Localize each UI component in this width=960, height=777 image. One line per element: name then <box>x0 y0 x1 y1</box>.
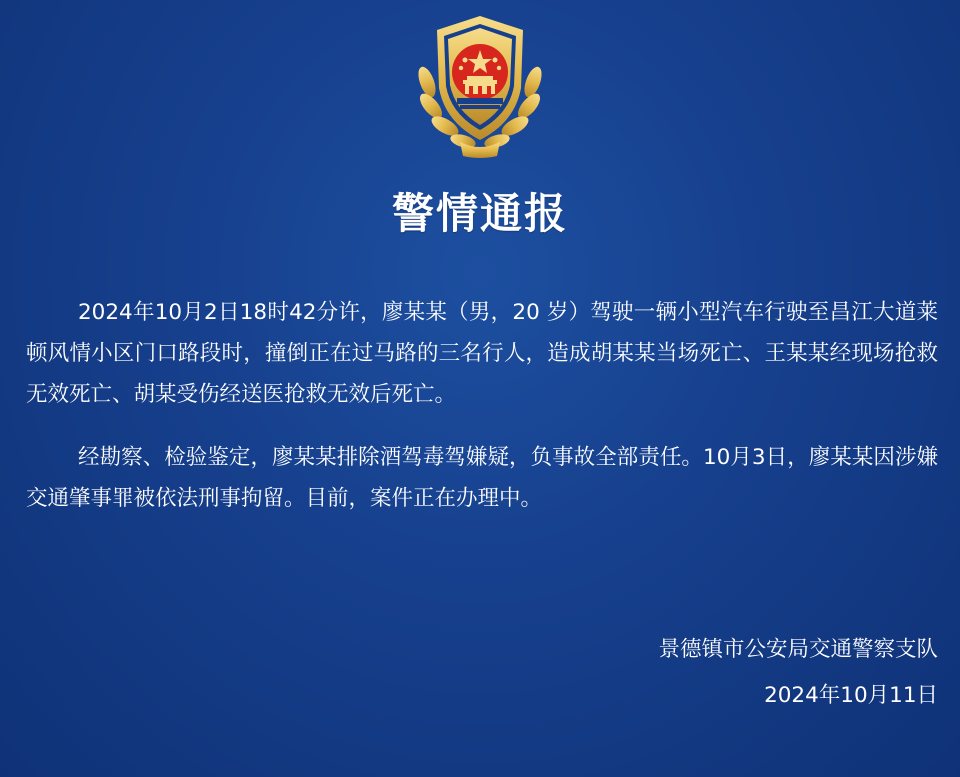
issuer-signature: 景德镇市公安局交通警察支队 <box>658 637 938 662</box>
issue-date: 2024年10月11日 <box>764 683 938 708</box>
notice-title: 警情通报 <box>391 189 568 238</box>
notice-paragraph-2 <box>26 437 938 519</box>
police-emblem-icon <box>405 10 555 160</box>
notice-paragraph-2-text: 经勘察、检验鉴定，廖某某排除酒驾毒驾嫌疑，负事故全部责任。10月3日，廖某某因涉嫌交通肇事罪被依法刑事拘留。目前，案件正在办理中。 <box>26 445 938 511</box>
notice-paragraph-1 <box>26 292 938 415</box>
notice-paragraph-1-text: 2024年10月2日18时42分许，廖某某（男，20 岁）驾驶一辆小型汽车行驶至昌江大道莱顿风情小区门口路段时，撞倒正在过马路的三名行人，造成胡某某当场死亡、王某某经现场抢救无效死亡、胡某受伤经送医抢救无效后死亡。 <box>26 300 938 407</box>
